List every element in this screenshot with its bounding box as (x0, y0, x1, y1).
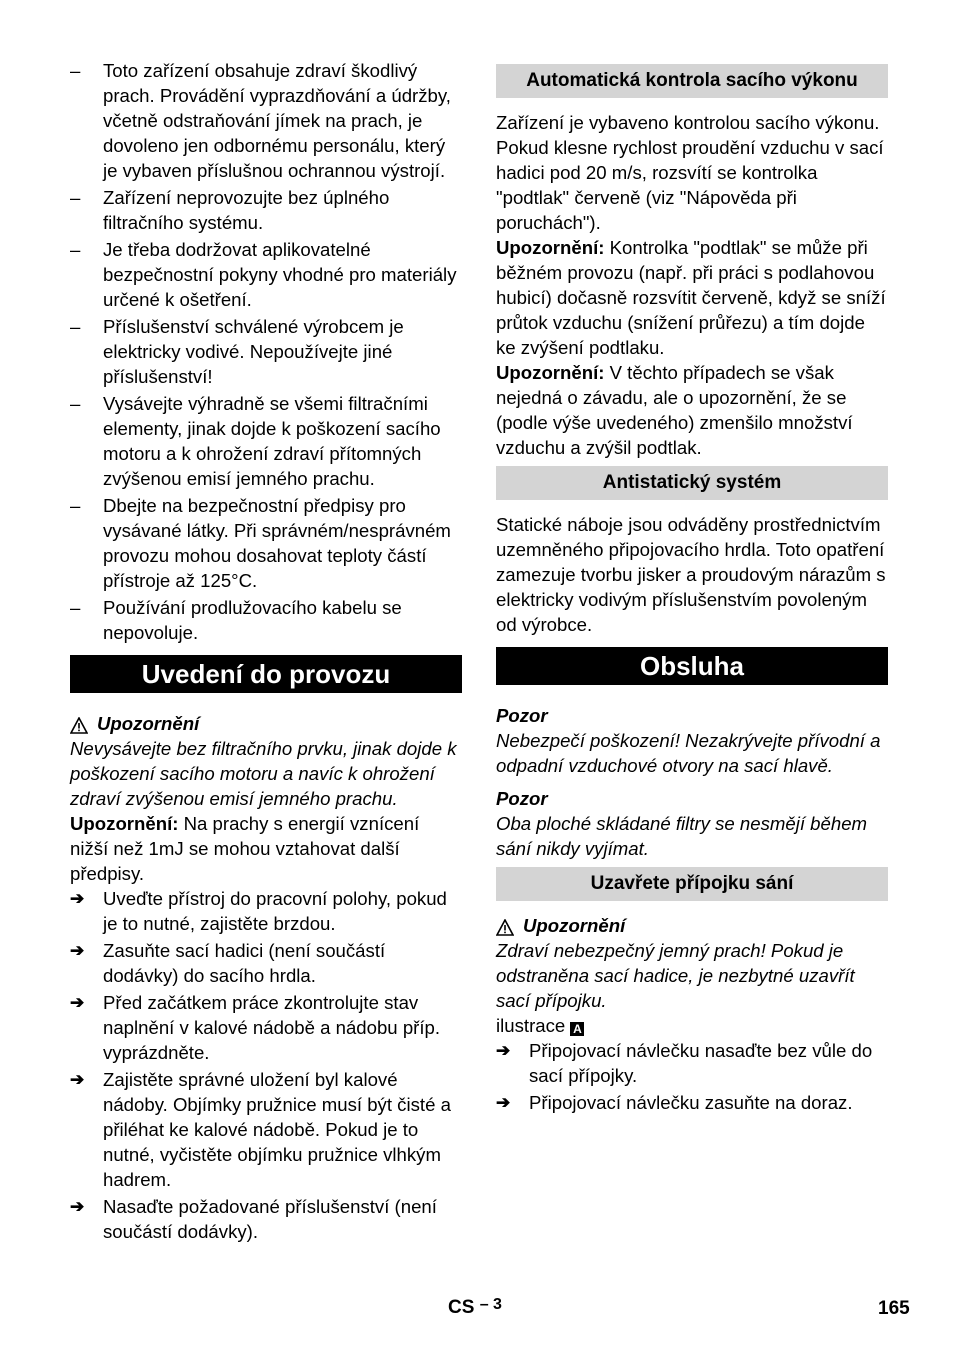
footer-language: CS (448, 1297, 475, 1318)
note-label: Upozornění: (496, 362, 605, 383)
step-item: ➔ Připojovací návlečku nasaďte bez vůle do sací přípojky. (496, 1038, 888, 1088)
warning-label: Upozornění (523, 915, 626, 936)
list-item: – Vysávejte výhradně se všemi filtračními elementy, jinak dojde k poškození sacího motoru a k ohrožení zdraví přítomných zvýšenou emisí jemného prachu. (70, 391, 462, 491)
list-item: – Zařízení neprovozujte bez úplného filtračního systému. (70, 185, 462, 235)
note-paragraph (496, 235, 888, 360)
list-item: – Toto zařízení obsahuje zdraví škodlivý prach. Provádění vyprazdňování a údržby, včetně odstraňování jímek na prach, je dovoleno jen odbornému personálu, který je vybaven příslušnou ochrannou výstrojí. (70, 58, 462, 183)
list-item: – Je třeba dodržovat aplikovatelné bezpečnostní pokyny vhodné pro materiály určené k ošetření. (70, 237, 462, 312)
footer-section-marker (448, 1296, 502, 1319)
warning-triangle-icon (496, 917, 514, 934)
warning-label: Upozornění (97, 713, 200, 734)
warning-heading (496, 913, 888, 938)
left-column (70, 58, 462, 1246)
caution-text: Nebezpečí poškození! Nezakrývejte přívodní a odpadní vzduchové otvory na sací hlavě. (496, 730, 881, 776)
note-paragraph (496, 360, 888, 460)
step-item: ➔ Uveďte přístroj do pracovní polohy, pokud je to nutné, zajistěte brzdou. (70, 886, 462, 936)
commissioning-steps (70, 886, 462, 1244)
step-item: ➔ Připojovací návlečku zasuňte na doraz. (496, 1090, 888, 1115)
note-label: Upozornění: (496, 237, 605, 258)
warning-text: Nevysávejte bez filtračního prvku, jinak dojde k poškození sacího motoru a navíc k ohrožení zdraví zvýšenou emisí jemného prachu. (70, 738, 457, 809)
step-item: ➔ Nasaďte požadované příslušenství (není součástí dodávky). (70, 1194, 462, 1244)
illustration-letter-icon: A (570, 1022, 584, 1036)
footer-section-page: – 3 (479, 1296, 502, 1313)
caution-label: Pozor (496, 705, 548, 726)
note-label: Upozornění: (70, 813, 179, 834)
step-item: ➔ Zajistěte správné uložení byl kalové nádoby. Objímky pružnice musí být čisté a přiléhat ke kalové nádobě. Pokud je to nutné, vyčistěte objímku pružnice vlhkým hadrem. (70, 1067, 462, 1192)
list-item: – Používání prodlužovacího kabelu se nepovoluje. (70, 595, 462, 645)
warning-text: Zdraví nebezpečný jemný prach! Pokud je odstraněna sací hadice, je nezbytné uzavřít sací přípojku. (496, 940, 855, 1011)
section-title-operation: Obsluha (496, 647, 888, 685)
note-text: Na prachy s energií vznícení nižší než 1mJ se mohou vztahovat další předpisy. (70, 813, 420, 884)
close-suction-steps (496, 1038, 888, 1115)
caution-text: Oba ploché skládané filtry se nesmějí během sání nikdy vyjímat. (496, 813, 868, 859)
illustration-ref (496, 1013, 888, 1038)
subheading-antistatic: Antistatický systém (496, 466, 888, 500)
note-paragraph (70, 811, 462, 886)
safety-list (70, 58, 462, 645)
page-number: 165 (878, 1298, 910, 1319)
note-text: V těchto případech se však nejedná o závadu, ale o upozornění, že se (podle výše uvedeného) zmenšilo množství vzduchu a zvýšil podtlak. (496, 362, 853, 458)
subheading-close-suction: Uzavřete přípojku sání (496, 867, 888, 901)
step-item: ➔ Před začátkem práce zkontrolujte stav naplnění v kalové nádobě a nádobu příp. vyprázdněte. (70, 990, 462, 1065)
section-title-commissioning: Uvedení do provozu (70, 655, 462, 693)
subheading-suction-control: Automatická kontrola sacího výkonu (496, 64, 888, 98)
antistatic-text: Statické náboje jsou odváděny prostřednictvím uzemněného připojovacího hrdla. Toto opatření zamezuje tvorbu jisker a proudovým nárazům s elektricky vodivým příslušenstvím povoleným od výrobce. (496, 514, 886, 635)
list-item: – Příslušenství schválené výrobcem je elektricky vodivé. Nepoužívejte jiné příslušenství! (70, 314, 462, 389)
caution-label: Pozor (496, 788, 548, 809)
list-item: – Dbejte na bezpečnostní předpisy pro vysávané látky. Při správném/nesprávném provozu mohou dosahovat teploty částí přístroje až 125°C. (70, 493, 462, 593)
warning-heading (70, 711, 462, 736)
note-text: Kontrolka "podtlak" se může při běžném provozu (např. při práci s podlahovou hubicí) dočasně rozsvítit červeně, když se sníží průtok vzduchu (snížení průřezu) a tím dojde ke zvýšení podtlaku. (496, 237, 886, 358)
warning-triangle-icon (70, 715, 88, 732)
suction-control-text: Zařízení je vybaveno kontrolou sacího výkonu. Pokud klesne rychlost proudění vzduchu v sací hadici pod 20 m/s, rozsvítí se kontrolka "podtlak" červeně (viz "Nápověda při poruchách"). (496, 112, 884, 233)
illustration-label: ilustrace (496, 1015, 566, 1036)
step-item: ➔ Zasuňte sací hadici (není součástí dodávky) do sacího hrdla. (70, 938, 462, 988)
right-column (496, 64, 888, 1117)
